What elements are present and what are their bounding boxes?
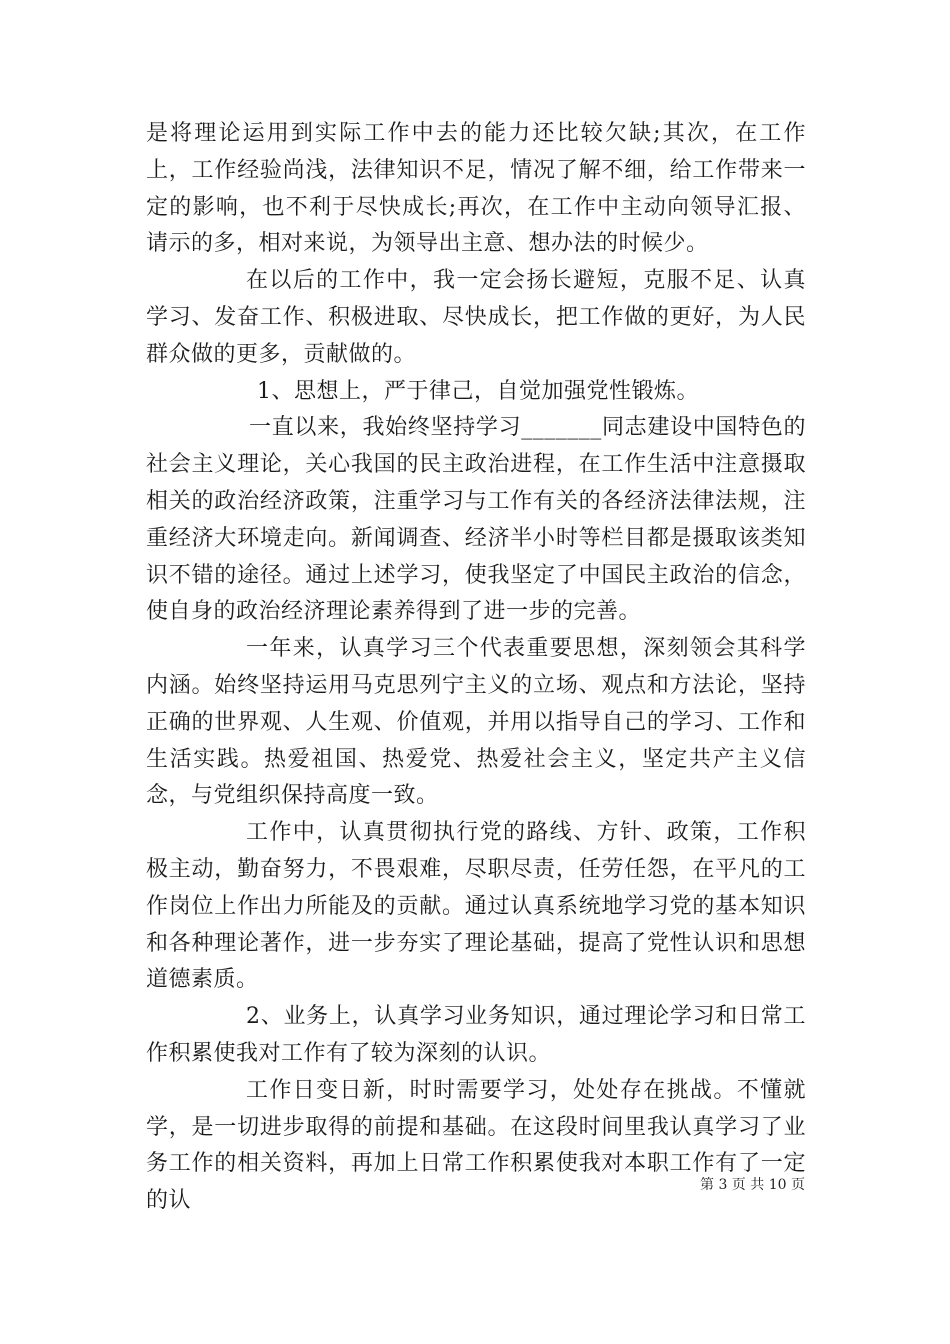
- paragraph-work-attitude: 工作中，认真贯彻执行党的路线、方针、政策，工作积极主动，勤奋努力，不畏艰难，尽职尽责，任劳任怨，在平凡的工作岗位上作出力所能及的贡献。通过认真系统地学习党的基本知识和各种理论著作，进一步夯实了理论基础，提高了党性认识和思想道德素质。: [146, 820, 806, 993]
- paragraph-study-theory: 一直以来，我始终坚持学习_______同志建设中国特色的社会主义理论，关心我国的民主政治进程，在工作生活中注意摄取相关的政治经济政策，注重学习与工作有关的各经济法律法规，注重经济大环境走向。新闻调查、经济半小时等栏目都是摄取该类知识不错的途径。通过上述学习，使我坚定了中国民主政治的信念，使自身的政治经济理论素养得到了进一步的完善。: [146, 415, 806, 625]
- section-heading-business: 2、业务上，认真学习业务知识，通过理论学习和日常工作积累使我对工作有了较为深刻的认识。: [146, 1004, 806, 1066]
- paragraph-future-plan: 在以后的工作中，我一定会扬长避短，克服不足、认真学习、发奋工作、积极进取、尽快成长，把工作做的更好，为人民群众做的更多，贡献做的。: [146, 268, 806, 367]
- document-body: [146, 116, 806, 1220]
- paragraph-weaknesses: 是将理论运用到实际工作中去的能力还比较欠缺;其次，在工作上，工作经验尚浅，法律知识不足，情况了解不细，给工作带来一定的影响，也不利于尽快成长;再次，在工作中主动向领导汇报、请示的多，相对来说，为领导出主意、想办法的时候少。: [146, 121, 806, 257]
- page-number: 第 3 页 共 10 页: [700, 1177, 805, 1193]
- paragraph-daily-learning: 工作日变日新，时时需要学习，处处存在挑战。不懂就学，是一切进步取得的前提和基础。在这段时间里我认真学习了业务工作的相关资料，再加上日常工作积累使我对本职工作有了一定的认: [146, 1077, 806, 1214]
- paragraph-three-represents: 一年来，认真学习三个代表重要思想，深刻领会其科学内涵。始终坚持运用马克思列宁主义的立场、观点和方法论，坚持正确的世界观、人生观、价值观，并用以指导自己的学习、工作和生活实践。热爱祖国、热爱党、热爱社会主义，坚定共产主义信念，与党组织保持高度一致。: [146, 636, 806, 809]
- section-heading-ideology: 1、思想上，严于律己，自觉加强党性锻炼。: [257, 378, 699, 404]
